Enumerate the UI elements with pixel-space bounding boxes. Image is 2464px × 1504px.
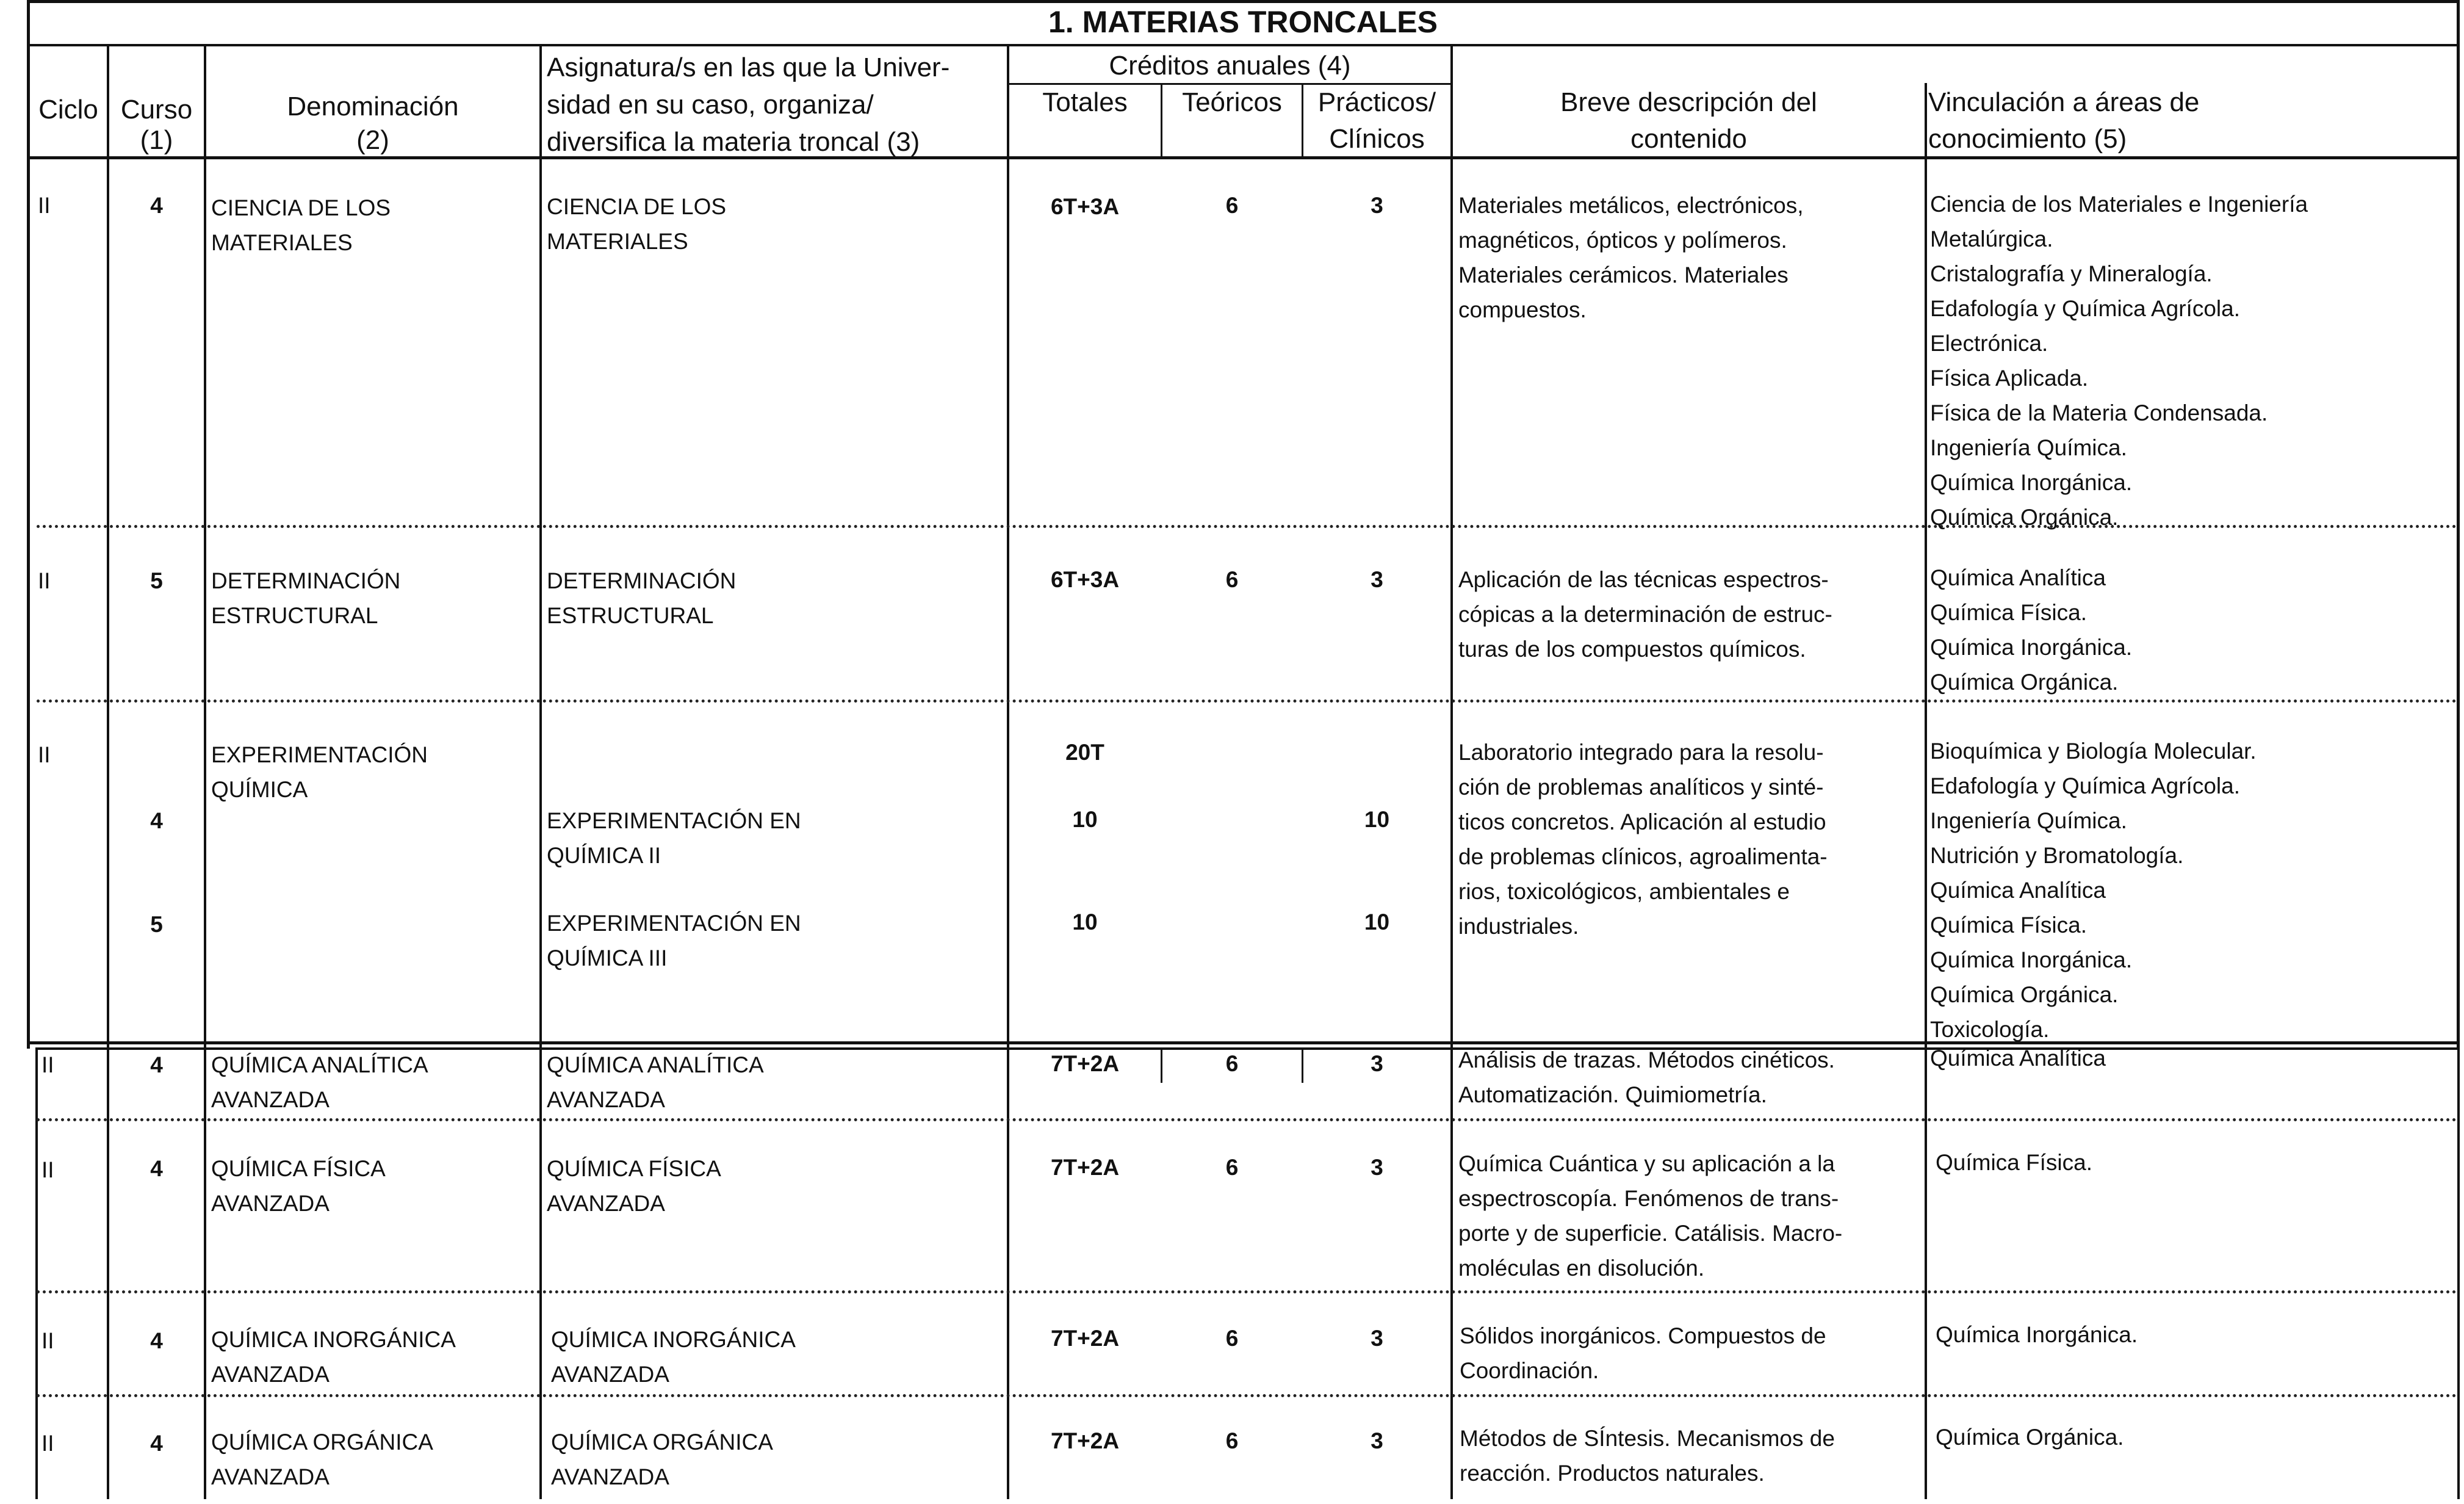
row-ciclo: II xyxy=(41,1328,54,1353)
header-creditos: Créditos anuales (4) xyxy=(1109,51,1351,81)
row-separator-4 xyxy=(37,1290,2458,1293)
row-practicos: 3 xyxy=(1371,193,1383,218)
header-asignatura: Asignatura/s en las que la Univer- sidad en su caso, organiza/ diversifica la materia troncal (3) xyxy=(547,52,950,157)
row-asignatura: QUÍMICA ANALÍTICA AVANZADA xyxy=(547,1052,764,1112)
row-ciclo: II xyxy=(38,568,51,593)
row-curso: 4 xyxy=(150,1431,163,1456)
row-denominacion: EXPERIMENTACIÓN QUÍMICA xyxy=(211,742,428,802)
row-teoricos: 6 xyxy=(1225,193,1239,218)
header-ciclo: Ciclo xyxy=(38,95,98,125)
header-descripcion: Breve descripción del contenido xyxy=(1560,87,1817,154)
row-denominacion: DETERMINACIÓN ESTRUCTURAL xyxy=(211,568,401,628)
row-curso: 4 xyxy=(150,1156,163,1181)
row-asignatura: QUÍMICA FÍSICA AVANZADA xyxy=(547,1156,721,1216)
row-sub-curso: 4 xyxy=(150,808,163,833)
row-descripcion: Materiales metálicos, electrónicos, magnéticos, ópticos y polímeros. Materiales cerámicos. Materiales compuestos. xyxy=(1458,193,1804,322)
row-descripcion: Aplicación de las técnicas espectros- cópicas a la determinación de estruc- turas de los compuestos químicos. xyxy=(1458,567,1832,662)
row-teoricos: 6 xyxy=(1225,1155,1239,1180)
header-curso: Curso xyxy=(120,95,193,125)
row-totales: 7T+2A xyxy=(1050,1326,1120,1351)
row-separator-2 xyxy=(37,700,2458,703)
row-curso: 4 xyxy=(150,1052,163,1077)
row-denominacion: QUÍMICA ORGÁNICA AVANZADA xyxy=(211,1430,433,1489)
col-line-curso xyxy=(204,46,206,1499)
row-totales: 7T+2A xyxy=(1050,1428,1120,1453)
row-totales: 7T+2A xyxy=(1050,1051,1120,1076)
row-vinculacion: Bioquímica y Biología Molecular. Edafología y Química Agrícola. Ingeniería Química. Nutrición y Bromatología. Química Analítica Química Física. Química Inorgánica. Química Orgánica. Toxicología. xyxy=(1930,739,2257,1042)
row-totales: 7T+2A xyxy=(1050,1155,1120,1180)
page-title: 1. MATERIAS TRONCALES xyxy=(1048,5,1438,39)
row-ciclo: II xyxy=(41,1052,54,1077)
row-vinculacion: Química Inorgánica. xyxy=(1936,1322,2138,1347)
row-descripcion: Laboratorio integrado para la resolu- ción de problemas analíticos y sinté- ticos concretos. Aplicación al estudio de problemas clínicos, agroalimenta- rios, toxicológicos, ambientales e industriales. xyxy=(1458,740,1828,939)
row-practicos: 3 xyxy=(1371,567,1383,592)
row-sub-curso: 5 xyxy=(150,912,163,937)
lower-left-border xyxy=(35,1047,38,1499)
row-asignatura: DETERMINACIÓN ESTRUCTURAL xyxy=(547,568,737,628)
col-line-denominacion xyxy=(539,46,542,1499)
row-teoricos: 6 xyxy=(1225,1428,1239,1453)
header-practicos: Prácticos/ Clínicos xyxy=(1317,87,1436,154)
row-curso: 4 xyxy=(150,193,163,218)
row-separator-3 xyxy=(37,1118,2458,1121)
row-vinculacion: Ciencia de los Materiales e Ingeniería Metalúrgica. Cristalografía y Mineralogía. Edafología y Química Agrícola. Electrónica. Física Aplicada. Física de la Materia Condensada. Ingeniería Química. Química Inorgánica. Química Orgánica. xyxy=(1930,192,2308,530)
header-teoricos: Teóricos xyxy=(1182,87,1282,117)
row-sub-practicos: 10 xyxy=(1364,807,1390,832)
header-denominacion: Denominación xyxy=(287,92,459,121)
row-teoricos: 6 xyxy=(1225,1326,1239,1351)
col-line-descripcion xyxy=(1925,83,1927,1499)
row-totales: 20T xyxy=(1065,740,1104,765)
row-descripcion: Métodos de SÍntesis. Mecanismos de reacción. Productos naturales. xyxy=(1460,1426,1835,1486)
title-bottom-border xyxy=(27,44,2459,46)
row-totales: 6T+3A xyxy=(1050,194,1120,219)
row-curso: 4 xyxy=(150,1328,163,1353)
row-practicos: 3 xyxy=(1371,1428,1383,1453)
col-line-asignatura xyxy=(1007,46,1009,1499)
row-separator-5 xyxy=(37,1394,2458,1397)
row-sub-asignatura: EXPERIMENTACIÓN EN QUÍMICA II xyxy=(547,808,801,868)
row-practicos: 3 xyxy=(1371,1051,1383,1076)
row-totales: 6T+3A xyxy=(1050,567,1120,592)
row-vinculacion: Química Orgánica. xyxy=(1936,1425,2124,1450)
row-descripcion: Química Cuántica y su aplicación a la espectroscopía. Fenómenos de trans- porte y de superficie. Catálisis. Macro- moléculas en disolución. xyxy=(1458,1151,1843,1281)
row-asignatura: QUÍMICA INORGÁNICA AVANZADA xyxy=(551,1327,796,1387)
row-vinculacion: Química Analítica Química Física. Química Inorgánica. Química Orgánica. xyxy=(1930,565,2133,695)
row-sub-totales: 10 xyxy=(1072,807,1098,832)
lower-right-border xyxy=(2457,1047,2460,1499)
row-ciclo: II xyxy=(41,1431,54,1456)
header-totales: Totales xyxy=(1042,87,1128,117)
row-sub-asignatura: EXPERIMENTACIÓN EN QUÍMICA III xyxy=(547,911,801,971)
row-ciclo: II xyxy=(38,193,51,218)
row-practicos: 3 xyxy=(1371,1155,1383,1180)
row-practicos: 3 xyxy=(1371,1326,1383,1351)
row-denominacion: CIENCIA DE LOS MATERIALES xyxy=(211,195,391,255)
row-denominacion: QUÍMICA INORGÁNICA AVANZADA xyxy=(211,1327,456,1387)
row-teoricos: 6 xyxy=(1225,1051,1239,1076)
row-sub-totales: 10 xyxy=(1072,909,1098,935)
row-asignatura: CIENCIA DE LOS MATERIALES xyxy=(547,194,727,254)
row-ciclo: II xyxy=(38,742,51,767)
header-denominacion-note: (2) xyxy=(356,125,389,155)
row-vinculacion: Química Analítica xyxy=(1930,1046,2106,1071)
header-vinculacion: Vinculación a áreas de conocimiento (5) xyxy=(1928,87,2200,154)
row-descripcion: Sólidos inorgánicos. Compuestos de Coordinación. xyxy=(1460,1323,1826,1383)
row-denominacion: QUÍMICA ANALÍTICA AVANZADA xyxy=(211,1052,428,1112)
row-descripcion: Análisis de trazas. Métodos cinéticos. Automatización. Quimiometría. xyxy=(1458,1047,1835,1107)
row-sub-practicos: 10 xyxy=(1364,909,1390,935)
header-curso-note: (1) xyxy=(140,125,173,155)
row-vinculacion: Química Física. xyxy=(1936,1150,2092,1175)
row-denominacion: QUÍMICA FÍSICA AVANZADA xyxy=(211,1156,386,1216)
col-line-ciclo xyxy=(107,46,109,1499)
col-line-practicos xyxy=(1450,46,1453,1499)
outer-top-border xyxy=(27,0,2459,3)
row-asignatura: QUÍMICA ORGÁNICA AVANZADA xyxy=(551,1430,773,1489)
row-ciclo: II xyxy=(41,1157,54,1182)
row-teoricos: 6 xyxy=(1225,567,1239,592)
row-curso: 5 xyxy=(150,568,163,593)
